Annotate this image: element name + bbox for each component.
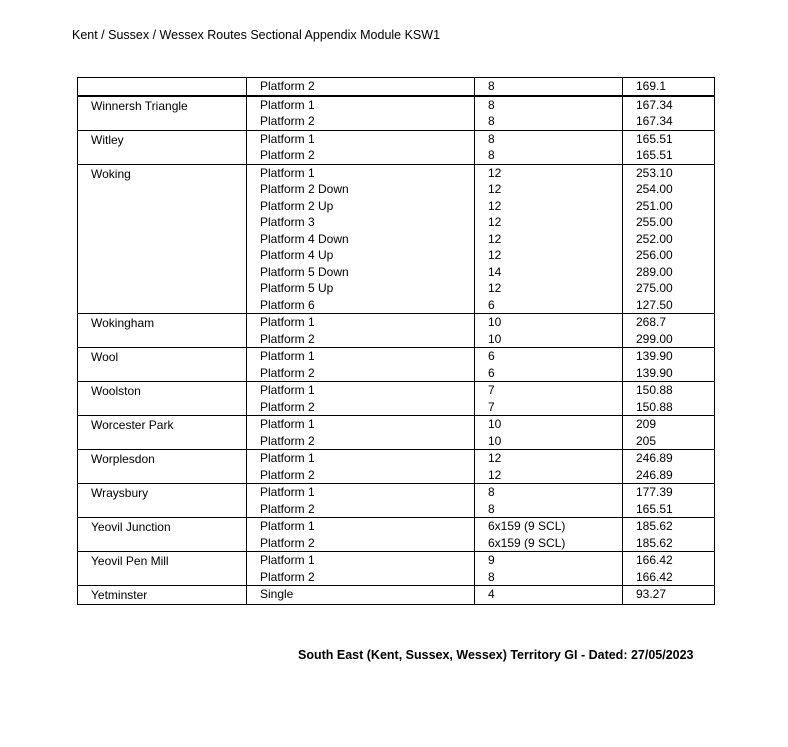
location-cell: Woolston: [78, 382, 247, 416]
value-cell: [623, 78, 715, 96]
table-row: [78, 314, 715, 348]
platform-cell: [247, 78, 475, 96]
value-cell: [623, 586, 715, 605]
value-text: 185.62: [636, 519, 673, 533]
platform-text: Platform 2: [260, 148, 315, 162]
location-cell: Worplesdon: [78, 450, 247, 484]
value-text: 185.62: [636, 535, 673, 550]
length-text: 10: [488, 315, 502, 329]
platform-text: Platform 1: [260, 485, 315, 499]
platform-text: Platform 2: [260, 331, 315, 346]
table-row: [78, 484, 715, 518]
platform-text: Platform 2: [260, 399, 315, 414]
value-text: 255.00: [636, 215, 673, 229]
platform-text: Platform 4 Down: [260, 231, 349, 246]
platform-text: Platform 1: [260, 349, 315, 363]
length-text: 8: [488, 114, 495, 128]
value-text: 166.42: [636, 553, 673, 567]
length-text: 10: [488, 331, 502, 346]
platform-text: Platform 2: [260, 79, 315, 93]
value-text: 165.51: [636, 131, 673, 146]
value-text: 150.88: [636, 383, 673, 397]
platform-text: Single: [260, 587, 294, 601]
table-row: [78, 518, 715, 552]
length-text: 12: [488, 215, 502, 229]
platform-cell: [247, 450, 475, 484]
value-text: 150.88: [636, 399, 673, 414]
platform-cell: [247, 130, 475, 164]
platform-text: Platform 2: [260, 365, 315, 380]
platform-cell: [247, 518, 475, 552]
value-cell: [623, 164, 715, 314]
platform-text: Platform 1: [260, 417, 315, 431]
length-cell: [475, 518, 623, 552]
length-text: 6: [488, 365, 495, 380]
table-row: [78, 416, 715, 450]
platform-text: Platform 1: [260, 383, 315, 397]
platform-text: Platform 2: [260, 467, 315, 482]
length-text: 8: [488, 97, 495, 112]
length-text: 12: [488, 248, 502, 262]
value-text: 177.39: [636, 485, 673, 499]
platform-text: Platform 2 Down: [260, 182, 349, 196]
platform-text: Platform 4 Up: [260, 248, 334, 262]
length-text: 8: [488, 79, 495, 93]
location-cell: Worcester Park: [78, 416, 247, 450]
length-cell: [475, 416, 623, 450]
value-cell: [623, 314, 715, 348]
location-cell: Yeovil Junction: [78, 518, 247, 552]
platform-cell: [247, 552, 475, 586]
location-cell: Wraysbury: [78, 484, 247, 518]
platform-text: Platform 1: [260, 519, 315, 533]
platform-text: Platform 1: [260, 97, 315, 112]
value-text: 139.90: [636, 365, 673, 380]
location-cell: Yetminster: [78, 586, 247, 605]
table-row: [78, 348, 715, 382]
value-text: 246.89: [636, 451, 673, 465]
length-text: 14: [488, 264, 502, 279]
length-text: 12: [488, 451, 502, 465]
length-text: 4: [488, 587, 495, 601]
length-cell: [475, 382, 623, 416]
length-cell: [475, 552, 623, 586]
platform-cell: [247, 416, 475, 450]
value-text: 127.50: [636, 297, 673, 312]
platform-text: Platform 2: [260, 501, 315, 516]
location-cell: Woking: [78, 164, 247, 314]
value-cell: [623, 518, 715, 552]
platform-text: Platform 2: [260, 433, 315, 448]
value-text: 165.51: [636, 148, 673, 162]
length-text: 7: [488, 399, 495, 414]
length-cell: [475, 130, 623, 164]
platform-cell: [247, 382, 475, 416]
length-cell: [475, 348, 623, 382]
length-cell: [475, 484, 623, 518]
platform-cell: [247, 96, 475, 131]
value-text: 205: [636, 433, 657, 448]
platform-text: Platform 5 Up: [260, 281, 334, 295]
location-cell: Winnersh Triangle: [78, 96, 247, 131]
table-row: [78, 164, 715, 314]
platform-text: Platform 1: [260, 131, 315, 146]
value-cell: [623, 348, 715, 382]
table-row: [78, 552, 715, 586]
length-text: 6x159 (9 SCL): [488, 519, 566, 533]
length-text: 6x159 (9 SCL): [488, 535, 566, 550]
length-text: 12: [488, 198, 502, 213]
table-row: [78, 586, 715, 605]
length-cell: [475, 314, 623, 348]
value-text: 209: [636, 417, 657, 431]
value-text: 268.7: [636, 315, 667, 329]
platform-cell: [247, 314, 475, 348]
length-text: 6: [488, 349, 495, 363]
length-text: 10: [488, 417, 502, 431]
value-cell: [623, 450, 715, 484]
platform-text: Platform 1: [260, 451, 315, 465]
platform-text: Platform 2: [260, 114, 315, 128]
location-cell: Witley: [78, 130, 247, 164]
location-cell: Wokingham: [78, 314, 247, 348]
platform-cell: [247, 586, 475, 605]
length-text: 7: [488, 383, 495, 397]
length-text: 12: [488, 165, 502, 180]
length-text: 8: [488, 485, 495, 499]
platform-text: Platform 1: [260, 553, 315, 567]
length-text: 12: [488, 231, 502, 246]
platform-text: Platform 2 Up: [260, 198, 334, 213]
table-row: [78, 450, 715, 484]
length-text: 6: [488, 297, 495, 312]
length-cell: [475, 164, 623, 314]
length-text: 9: [488, 553, 495, 567]
page-footer: South East (Kent, Sussex, Wessex) Territory GI - Dated: 27/05/2023: [298, 648, 694, 662]
value-text: 165.51: [636, 501, 673, 516]
value-cell: [623, 484, 715, 518]
value-cell: [623, 96, 715, 131]
value-cell: [623, 416, 715, 450]
platform-cell: [247, 164, 475, 314]
value-cell: [623, 552, 715, 586]
table-row: [78, 130, 715, 164]
value-text: 289.00: [636, 264, 673, 279]
platform-text: Platform 6: [260, 297, 315, 312]
length-text: 12: [488, 467, 502, 482]
table-row: [78, 78, 715, 96]
value-text: 252.00: [636, 231, 673, 246]
length-text: 12: [488, 182, 502, 196]
value-text: 251.00: [636, 198, 673, 213]
page-header: Kent / Sussex / Wessex Routes Sectional Appendix Module KSW1: [72, 28, 441, 42]
location-cell: Yeovil Pen Mill: [78, 552, 247, 586]
length-text: 8: [488, 569, 495, 584]
length-text: 10: [488, 433, 502, 448]
length-cell: [475, 96, 623, 131]
value-cell: [623, 130, 715, 164]
table-row: [78, 96, 715, 131]
platform-text: Platform 1: [260, 165, 315, 180]
platform-text: Platform 2: [260, 569, 315, 584]
platform-text: Platform 3: [260, 215, 315, 229]
length-text: 8: [488, 501, 495, 516]
length-cell: [475, 78, 623, 96]
table-row: [78, 382, 715, 416]
value-text: 253.10: [636, 165, 673, 180]
length-text: 8: [488, 148, 495, 162]
value-text: 167.34: [636, 97, 673, 112]
location-cell: [78, 78, 247, 96]
platform-text: Platform 2: [260, 535, 315, 550]
value-text: 139.90: [636, 349, 673, 363]
value-text: 256.00: [636, 248, 673, 262]
length-text: 12: [488, 281, 502, 295]
value-text: 169.1: [636, 79, 667, 93]
platform-text: Platform 5 Down: [260, 264, 349, 279]
platform-cell: [247, 348, 475, 382]
location-cell: Wool: [78, 348, 247, 382]
value-text: 166.42: [636, 569, 673, 584]
value-text: 93.27: [636, 587, 667, 601]
value-text: 299.00: [636, 331, 673, 346]
value-text: 246.89: [636, 467, 673, 482]
length-text: 8: [488, 131, 495, 146]
value-cell: [623, 382, 715, 416]
platform-text: Platform 1: [260, 315, 315, 329]
value-text: 254.00: [636, 182, 673, 196]
value-text: 167.34: [636, 114, 673, 128]
length-cell: [475, 586, 623, 605]
platform-lengths-table: [77, 77, 715, 605]
length-cell: [475, 450, 623, 484]
value-text: 275.00: [636, 281, 673, 295]
platform-cell: [247, 484, 475, 518]
